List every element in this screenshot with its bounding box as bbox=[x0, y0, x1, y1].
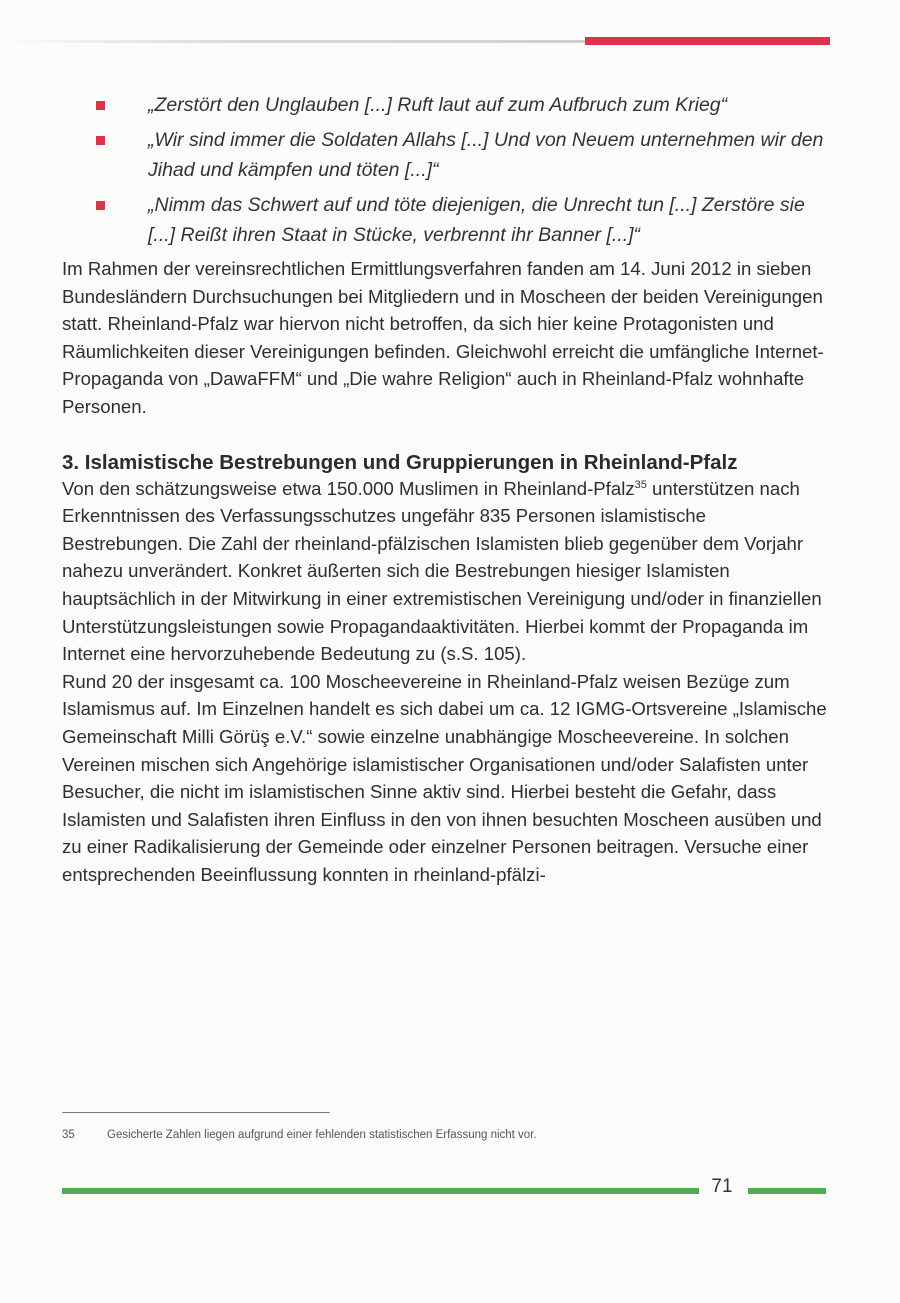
section-heading: 3. Islamistische Bestrebungen und Gruppierungen in Rheinland-Pfalz bbox=[62, 450, 738, 474]
top-gray-rule bbox=[0, 40, 585, 43]
paragraph-search-operations: Im Rahmen der vereinsrechtlichen Ermittlungsverfahren fanden am 14. Juni 2012 in sieben Bundesländern Durchsuchungen bei Mitgliedern und in Moscheen der beiden Vereinigungen statt. Rheinland-Pfalz war hiervon nicht betroffen, da sich hier keine Protagonisten und Räumlichkeiten dieser Vereinigungen befinden. Gleichwohl erreicht die umfängliche Internet-Propaganda von „DawaFFM“ und „Die wahre Religion“ auch in Rheinland-Pfalz wohnhafte Personen. bbox=[62, 258, 824, 417]
red-square-bullet-icon bbox=[96, 136, 105, 145]
bottom-green-bar-left bbox=[62, 1188, 699, 1194]
footnote-divider bbox=[62, 1112, 330, 1113]
quote-text: „Zerstört den Unglauben [...] Ruft laut auf zum Aufbruch zum Krieg“ bbox=[148, 94, 728, 116]
red-square-bullet-icon bbox=[96, 101, 105, 110]
bottom-green-bar-right bbox=[748, 1188, 826, 1194]
paragraph-islamist-numbers bbox=[62, 475, 832, 668]
footnote-text: Gesicherte Zahlen liegen aufgrund einer fehlenden statistischen Erfassung nicht vor. bbox=[107, 1129, 537, 1141]
paragraph-text-before: Von den schätzungsweise etwa 150.000 Muslimen in Rheinland-Pfalz bbox=[62, 477, 635, 499]
footnote bbox=[62, 1129, 537, 1141]
page-content bbox=[62, 90, 832, 888]
paragraph-mosque-associations: Rund 20 der insgesamt ca. 100 Moscheevereine in Rheinland-Pfalz weisen Bezüge zum Islamismus auf. Im Einzelnen handelt es sich dabei um ca. 12 IGMG-Ortsvereine „Islamische Gemeinschaft Milli Görüş e.V.“ sowie einzelne unabhängige Moscheevereine. In solchen Vereinen mischen sich Angehörige islamistischer Organisationen und/oder Salafisten unter Besucher, die nicht im islamistischen Sinne aktiv sind. Hierbei besteht die Gefahr, dass Islamisten und Salafisten ihren Einfluss in den von ihnen besuchten Moscheen ausüben und zu einer Radikalisierung der Gemeinde oder einzelner Personen beitragen. Versuche einer entsprechenden Beeinflussung konnten in rheinland-pfälzi- bbox=[62, 670, 827, 885]
page-number: 71 bbox=[711, 1176, 733, 1197]
quote-list bbox=[62, 90, 832, 250]
quote-text: „Nimm das Schwert auf und töte diejenigen, die Unrecht tun [...] Zerstöre sie [...] Reißt ihren Staat in Stücke, verbrennt ihr Banner [...]“ bbox=[148, 194, 805, 246]
footnote-number: 35 bbox=[62, 1129, 75, 1141]
footnote-reference[interactable]: 35 bbox=[634, 478, 647, 491]
quote-item bbox=[62, 190, 832, 250]
quote-text: „Wir sind immer die Soldaten Allahs [...] Und von Neuem unternehmen wir den Jihad und kämpfen und töten [...]“ bbox=[148, 129, 824, 181]
paragraph-text-after: unterstützen nach Erkenntnissen des Verfassungsschutzes ungefähr 835 Personen islamistische Bestrebungen. Die Zahl der rheinland-pfälzischen Islamisten blieb gegenüber dem Vorjahr nahezu unverändert. Konkret äußerten sich die Bestrebungen hiesiger Islamisten hauptsächlich in der Mitwirkung in einer extremistischen Vereinigung und/oder in finanziellen Unterstützungsleistungen sowie Propagandaaktivitäten. Hierbei kommt der Propaganda im Internet eine hervorzuhebende Bedeutung zu (s.S. 105). bbox=[62, 477, 822, 665]
top-red-accent-bar bbox=[585, 37, 830, 45]
quote-item bbox=[62, 125, 832, 185]
red-square-bullet-icon bbox=[96, 201, 105, 210]
quote-item bbox=[62, 90, 832, 120]
